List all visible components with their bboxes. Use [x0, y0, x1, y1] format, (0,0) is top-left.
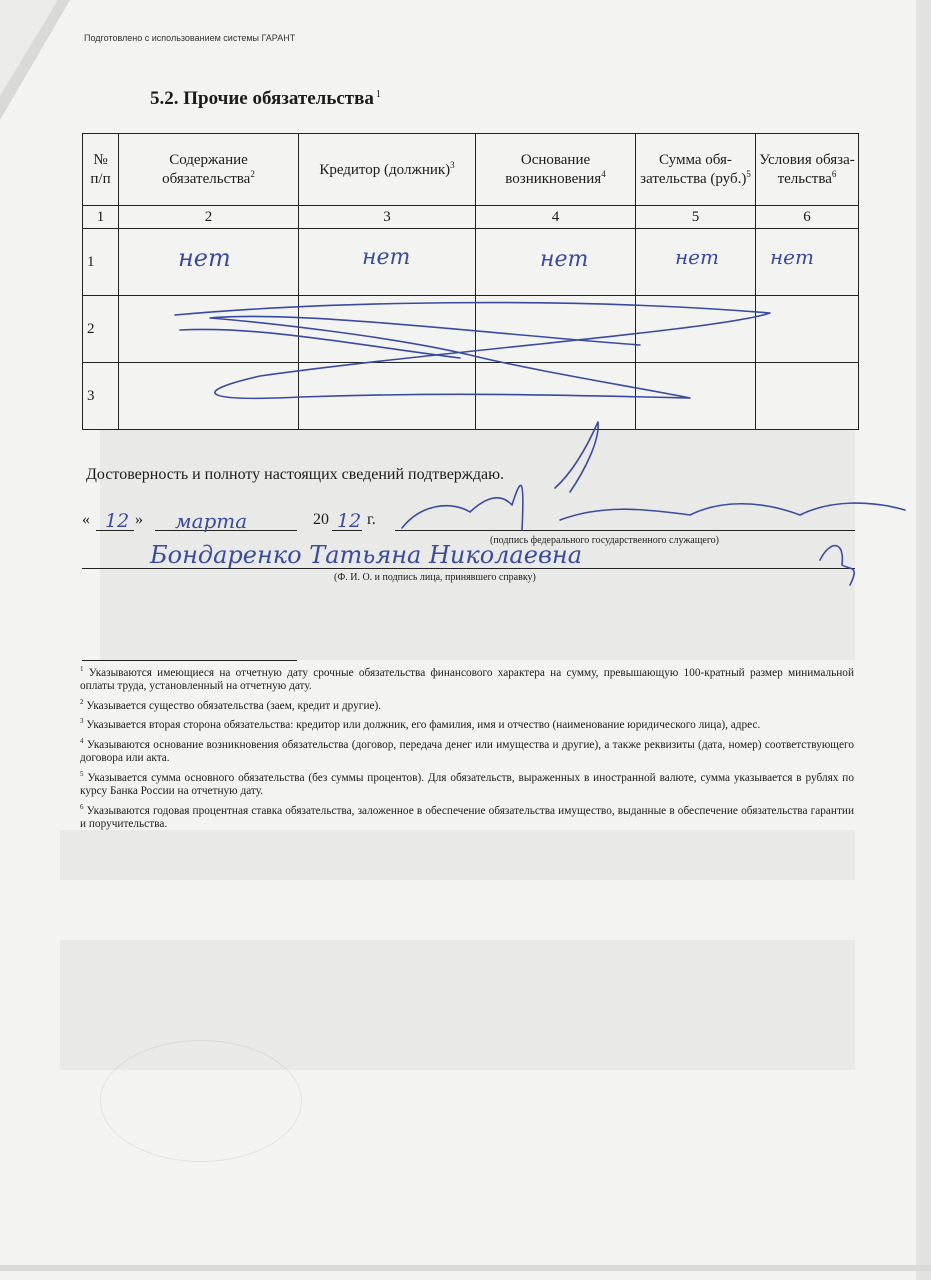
column-number: 5 — [636, 206, 756, 229]
row-number: 2 — [83, 296, 119, 363]
table-cell — [119, 229, 299, 296]
table-row — [83, 363, 859, 430]
row-number: 3 — [83, 363, 119, 430]
row-number: 1 — [83, 229, 119, 296]
table-cell — [299, 296, 476, 363]
col-header-amount: Сумма обя-зательства $(руб.)^5$ — [636, 134, 756, 206]
official-signature-caption: (подпись федерального государственного служащего) — [490, 535, 720, 546]
handwritten-none: нет — [770, 245, 814, 269]
obligations-table — [82, 133, 859, 430]
receiver-caption: (Ф. И. О. и подпись лица, принявшего справку) — [334, 572, 536, 583]
footnote: $^3$ Указывается вторая сторона обязательства: кредитор или должник, его фамилия, имя и отчество (наименование юридического лица), адрес. — [80, 717, 761, 732]
footnote: $^2$ Указывается существо обязательства (заем, кредит и другие). — [80, 697, 382, 712]
official-signature-line — [395, 530, 855, 531]
table-cell — [636, 363, 756, 430]
year-unit: г. — [367, 511, 376, 528]
column-number: 6 — [756, 206, 859, 229]
date-close-quote: » — [135, 511, 143, 528]
col-header-terms: Условия обяза-тельства$^6$ — [756, 134, 859, 206]
column-number: 2 — [119, 206, 299, 229]
table-cell — [476, 296, 636, 363]
table-cell — [636, 296, 756, 363]
table-cell — [299, 229, 476, 296]
garant-header: Подготовлено с использованием системы ГАРАНТ — [84, 33, 296, 43]
handwritten-none: нет — [540, 247, 589, 272]
handwritten-none: нет — [675, 245, 719, 269]
date-open-quote: « — [82, 511, 90, 528]
footnote: $^6$ Указываются годовая процентная ставка обязательства, заложенное в обеспечение обязательства имущество, выданные в обеспечение обязательства гарантии и поручительства. — [80, 802, 854, 830]
handwritten-year: 12 — [337, 510, 362, 532]
col-header-basis: Основание возникновения$^4$ — [476, 134, 636, 206]
confirmation-text: Достоверность и полноту настоящих сведений подтверждаю. — [86, 466, 505, 483]
table-row — [83, 296, 859, 363]
table-cell — [476, 229, 636, 296]
footnote: $^1$ Указываются имеющиеся на отчетную дату срочные обязательства финансового характера на сумму, превышающую 100-кратный размер минимальной оплаты труда, установленный на отчетную дату. — [80, 665, 854, 693]
column-number: 4 — [476, 206, 636, 229]
month-line — [155, 530, 297, 531]
bleed-through-stamp — [100, 1040, 302, 1162]
table-cell — [636, 229, 756, 296]
footnote: $^4$ Указываются основание возникновения обязательства (договор, передача денег или имущества и другие), а также реквизиты (дата, номер) соответствующего договора или акта. — [80, 736, 855, 765]
column-number: 3 — [299, 206, 476, 229]
footnote-divider — [82, 660, 297, 661]
table-cell — [119, 363, 299, 430]
table-cell — [756, 363, 859, 430]
table-row — [83, 229, 859, 296]
table-cell — [476, 363, 636, 430]
day-line — [96, 530, 134, 531]
handwritten-none: нет — [362, 245, 411, 270]
table-cell — [299, 363, 476, 430]
footnote: $^5$ Указывается сумма основного обязательства (без суммы процентов). Для обязательств, выраженных в иностранной валюте, сумма указывается в рублях по курсу Банка России на отчетную дату. — [80, 769, 854, 797]
column-number-row — [83, 206, 859, 229]
receiver-line — [82, 568, 855, 569]
handwritten-month: марта — [175, 509, 248, 533]
col-header-content: Содержание обязательства$^2$ — [119, 134, 299, 206]
handwritten-day: 12 — [105, 510, 130, 532]
table-cell — [756, 296, 859, 363]
col-header-number: № п/п — [83, 134, 119, 206]
bleed-through-table — [60, 830, 855, 880]
year-line — [332, 530, 362, 531]
year-prefix: 20 — [313, 511, 329, 528]
column-number: 1 — [83, 206, 119, 229]
table-cell — [756, 229, 859, 296]
table-header-row — [83, 134, 859, 206]
section-title: 5.2. Прочие обязательства $^1$ — [150, 88, 381, 109]
bleed-through-table — [100, 430, 855, 660]
handwritten-none: нет — [178, 244, 231, 272]
table-cell — [119, 296, 299, 363]
handwritten-receiver-name: Бондаренко Татьяна Николаевна — [150, 541, 583, 569]
footnotes — [80, 663, 854, 834]
col-header-creditor: Кредитор (должник)$^3$ — [299, 134, 476, 206]
